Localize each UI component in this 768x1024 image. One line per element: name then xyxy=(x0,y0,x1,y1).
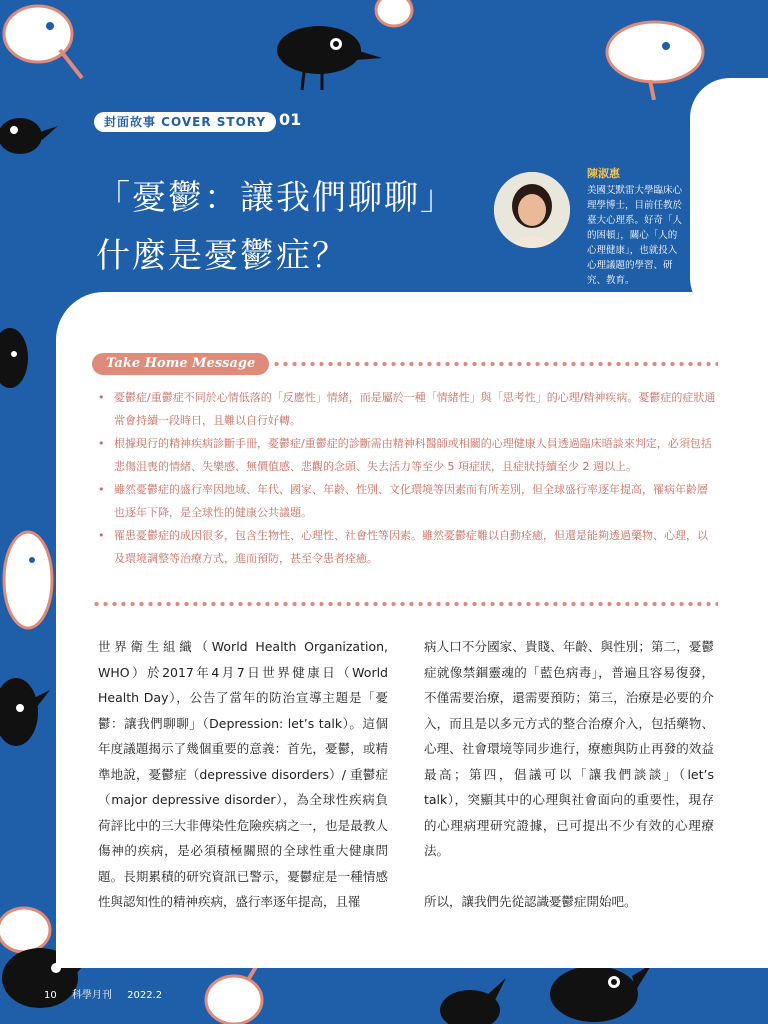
dotted-divider-top xyxy=(272,361,718,367)
article-title-line1: 「憂鬱：讓我們聊聊」 xyxy=(96,178,456,218)
cover-story-tag: 封面故事 COVER STORY xyxy=(94,112,276,132)
take-home-message-label: Take Home Message xyxy=(92,353,269,375)
author-avatar xyxy=(494,172,570,248)
white-bird-illustration xyxy=(200,960,270,1024)
body-column-right xyxy=(424,634,714,914)
bullet-item: • 根據現行的精神疾病診斷手冊，憂鬱症/重鬱症的診斷需由精神科醫師或相關的心理健康人員透過臨床晤談來判定，必須包括悲傷沮喪的情緒、失樂感、無價值感、悲觀的念頭、失去活力等至少 5 項症狀，且症狀持續至少 2 週以上。 xyxy=(98,432,718,478)
page-number: 10 xyxy=(44,990,57,1001)
body-paragraph: 世界衛生組織（World Health Organization, WHO）於2017年4月7日世界健康日（World Health Day），公告了當年的防治宣導主題是「憂鬱：讓我們聊聊」（Depression: let’s talk）。這個年度議題揭示了幾個重要的意義：首先，憂鬱，或精準地說，憂鬱症（depressive disorders）/ 重鬱症（major depressive disorder），為全球性疾病負荷評比中的三大非傳染性危險疾病之一，也是最教人傷神的疾病，是必須積極關照的全球性重大健康問題。長期累積的研究資訊已警示，憂鬱症是一種情感性與認知性的精神疾病，盛行率逐年提高，且罹 xyxy=(98,639,388,909)
white-bird-illustration xyxy=(372,0,416,40)
body-paragraph: 病人口不分國家、貴賤、年齡、與性別；第二，憂鬱症就像禁錮靈魂的「藍色病毒」，普遍且容易復發，不僅需要治療，還需要預防；第三，治療是必要的介入，而且是以多元方式的整合治療介入，包括藥物、心理、社會環境等同步進行，療癒與防止再發的效益最高；第四，倡議可以「讓我們談談」（let’s talk），突顯其中的心理與社會面向的重要性，現存的心理病理研究證據，已可提出不少有效的心理療法。 xyxy=(424,639,714,858)
white-bird-illustration xyxy=(0,0,90,80)
black-bird-illustration xyxy=(0,108,60,168)
black-bird-illustration xyxy=(264,14,384,94)
bullet-item: • 罹患憂鬱症的成因很多，包含生物性、心理性、社會性等因素。雖然憂鬱症難以自動痊癒，但還是能夠透過藥物、心理，以及環境調整等治療方式，進而預防，甚至令患者痊癒。 xyxy=(98,524,718,570)
page-footer xyxy=(44,986,174,1001)
header-white-panel xyxy=(690,78,768,318)
black-bird-illustration xyxy=(0,318,40,398)
white-bird-illustration xyxy=(600,10,710,100)
dotted-divider-bottom xyxy=(92,601,718,607)
magazine-name: 科學月刊 xyxy=(71,990,112,1001)
article-title-line2: 什麼是憂鬱症？ xyxy=(96,236,348,276)
body-paragraph: 所以，讓我們先從認識憂鬱症開始吧。 xyxy=(424,893,637,909)
bullet-item: • 憂鬱症/重鬱症不同於心情低落的「反應性」情緒，而是屬於一種「情緒性」與「思考性」的心理/精神疾病。憂鬱症的症狀通常會持續一段時日，且難以自行好轉。 xyxy=(98,386,718,432)
bullet-item: • 雖然憂鬱症的盛行率因地域、年代、國家、年齡、性別、文化環境等因素而有所差別，但全球盛行率逐年提高，罹病年齡層也逐年下降，是全球性的健康公共議題。 xyxy=(98,478,718,524)
white-bird-illustration xyxy=(0,510,60,640)
author-bio: 美國艾默雷大學臨床心理學博士，目前任教於臺大心理系。好奇「人的困頓」，關心「人的心理健康」，也就投入心理議題的學習、研究、教育。 xyxy=(587,185,683,286)
take-home-bullets xyxy=(98,386,718,570)
body-column-left xyxy=(98,634,388,915)
author-name: 陳淑惠 xyxy=(587,167,620,180)
issue-date: 2022.2 xyxy=(127,990,163,1001)
black-bird-illustration xyxy=(0,668,50,758)
black-bird-illustration xyxy=(440,978,510,1024)
cover-story-number: 01 xyxy=(279,110,302,129)
